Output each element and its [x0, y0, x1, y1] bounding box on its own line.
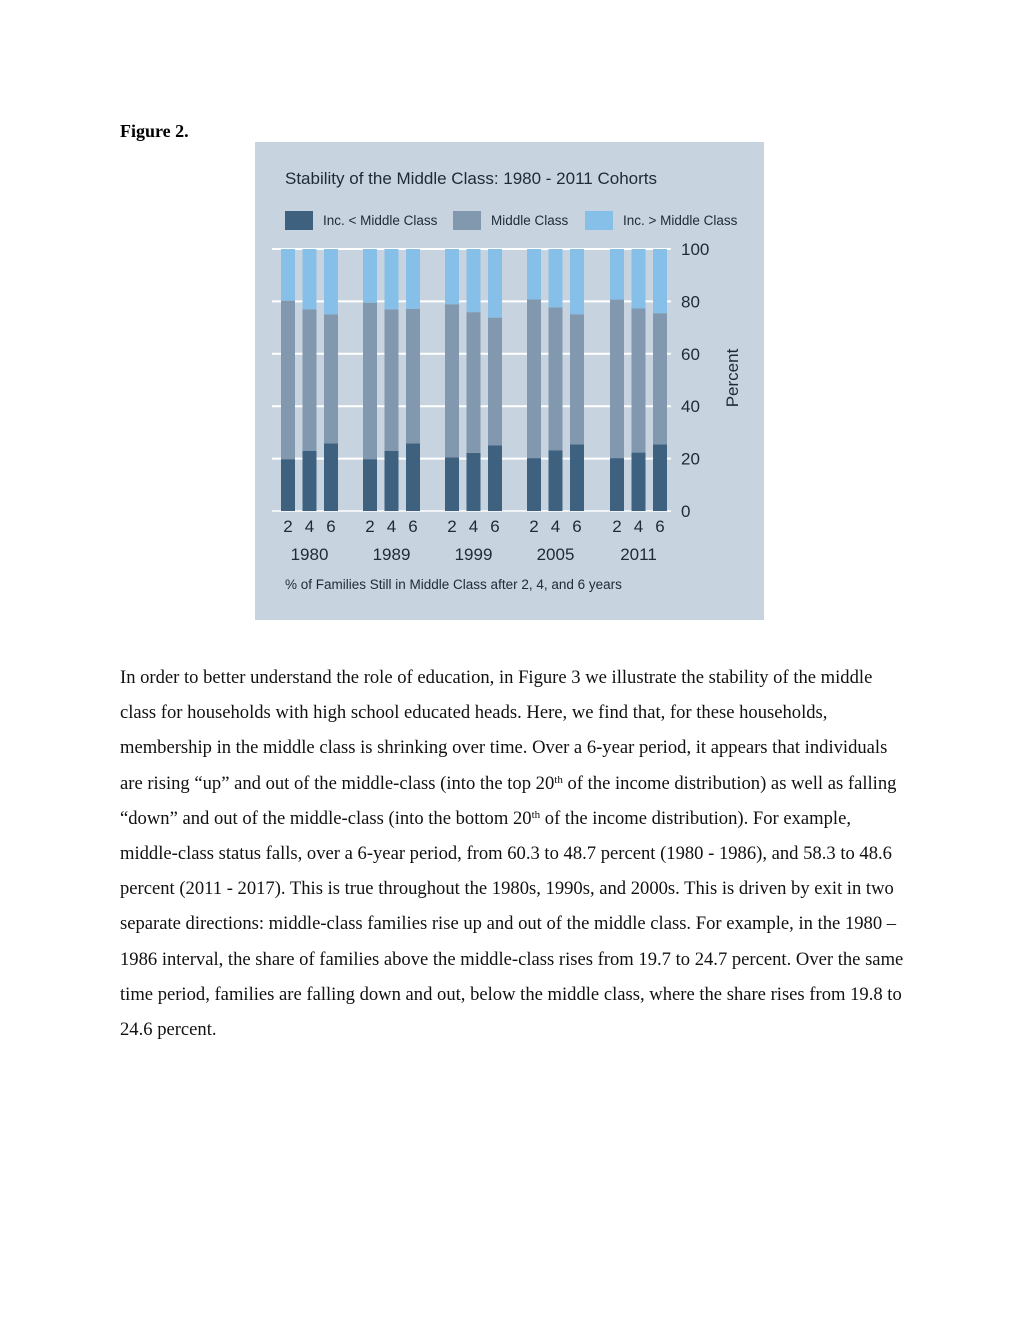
- bar-segment: [363, 249, 377, 303]
- y-tick-label: 0: [681, 502, 691, 521]
- bar-segment: [527, 299, 541, 458]
- bar-segment: [527, 458, 541, 511]
- y-tick-label: 60: [681, 344, 700, 364]
- legend-label: Middle Class: [491, 213, 569, 228]
- bar-segment: [363, 303, 377, 459]
- x-subtick-label: 2: [447, 517, 457, 536]
- legend-label: Inc. < Middle Class: [323, 213, 438, 228]
- bar-segment: [549, 307, 563, 450]
- x-subtick-label: 6: [655, 517, 665, 536]
- bar-segment: [467, 249, 481, 312]
- x-subtick-label: 6: [490, 517, 500, 536]
- bar-segment: [385, 451, 399, 511]
- x-subtick-label: 6: [326, 517, 336, 536]
- superscript: th: [531, 808, 541, 821]
- x-axis-label: % of Families Still in Middle Class after 2, 4, and 6 years: [285, 577, 622, 592]
- bar-segment: [610, 458, 624, 511]
- bar-segment: [632, 249, 646, 308]
- bar-segment: [303, 309, 317, 450]
- bar-segment: [653, 313, 667, 444]
- bar-segment: [653, 444, 667, 511]
- x-group-label: 1980: [290, 545, 329, 564]
- body-paragraph: [120, 660, 910, 1047]
- y-tick-label: 40: [681, 397, 700, 417]
- legend-swatch: [585, 211, 613, 230]
- bar-segment: [549, 450, 563, 511]
- bar-segment: [549, 249, 563, 307]
- bar-segment: [406, 443, 420, 511]
- bar-segment: [445, 304, 459, 457]
- bar-segment: [303, 249, 317, 309]
- x-subtick-label: 2: [283, 517, 293, 536]
- bar-segment: [281, 459, 295, 511]
- bar-segment: [488, 446, 502, 512]
- bar-segment: [488, 318, 502, 446]
- legend-label: Inc. > Middle Class: [623, 213, 738, 228]
- x-subtick-label: 2: [365, 517, 375, 536]
- bar-segment: [324, 249, 338, 314]
- bar-segment: [303, 451, 317, 511]
- bar-segment: [488, 249, 502, 318]
- x-subtick-label: 4: [468, 517, 479, 536]
- x-subtick-label: 4: [550, 517, 561, 536]
- bar-segment: [610, 249, 624, 300]
- x-subtick-label: 2: [529, 517, 539, 536]
- superscript: th: [554, 773, 563, 786]
- y-tick-label: 20: [681, 449, 700, 469]
- paragraph-text: of the income distribution). For example, middle-class status falls, over a 6-year period, from 60.3 to 48.7 percent (1980 - 1986), and 58.3 to 48.6 percent (2011 - 2017). This is true throughout the 1980s, 1990s, and 2000s. This is driven by exit in two separate directions: middle-class families rise up and out of the middle class. For example, in the 1980 – 1986 interval, the share of families above the middle-class rises from 19.7 to 24.7 percent. Over the same time period, families are falling down and out, below the middle class, where the share rises from 19.8 to 24.6 percent.: [120, 807, 904, 1041]
- chart-title: Stability of the Middle Class: 1980 - 2011 Cohorts: [285, 169, 657, 188]
- bar-segment: [406, 249, 420, 309]
- paragraph-text: of the income distribution) as well as falling “down” and out of the middle-class (into the bottom 20: [120, 772, 897, 829]
- bar-segment: [570, 314, 584, 444]
- chart-bars: [281, 249, 667, 511]
- paragraph-text: In order to better understand the role of education, in Figure 3 we illustrate the stability of the middle class for households with high school educated heads. Here, we find that, for these households, membership in the middle class is shrinking over time. Over a 6-year period, it appears that individuals are rising “up” and out of the middle-class (into the top 20: [120, 667, 888, 794]
- bar-segment: [281, 301, 295, 460]
- bar-segment: [632, 453, 646, 511]
- bar-segment: [324, 443, 338, 511]
- bar-segment: [363, 459, 377, 511]
- y-tick-label: 100: [681, 240, 710, 259]
- bar-segment: [385, 249, 399, 309]
- x-subtick-label: 2: [612, 517, 622, 536]
- x-axis: [283, 517, 664, 564]
- bar-segment: [570, 444, 584, 511]
- x-group-label: 2011: [620, 545, 657, 564]
- x-subtick-label: 4: [386, 517, 397, 536]
- stacked-bar-chart: [255, 142, 764, 620]
- chart-panel: [255, 142, 764, 620]
- bar-segment: [324, 314, 338, 443]
- bar-segment: [632, 308, 646, 452]
- chart-legend: [285, 211, 738, 230]
- x-group-label: 1999: [454, 545, 493, 564]
- y-tick-label: 80: [681, 292, 700, 312]
- x-group-label: 2005: [536, 545, 575, 564]
- bar-segment: [467, 453, 481, 511]
- bar-segment: [610, 300, 624, 459]
- x-subtick-label: 6: [572, 517, 582, 536]
- bar-segment: [385, 309, 399, 450]
- bar-segment: [527, 249, 541, 299]
- bar-segment: [445, 249, 459, 304]
- x-group-label: 1989: [372, 545, 411, 564]
- bar-segment: [281, 249, 295, 301]
- y-axis-label: Percent: [723, 348, 742, 408]
- x-subtick-label: 6: [408, 517, 418, 536]
- x-subtick-label: 4: [304, 517, 315, 536]
- bar-segment: [570, 249, 584, 314]
- bar-segment: [406, 309, 420, 444]
- bar-segment: [467, 312, 481, 453]
- legend-swatch: [285, 211, 313, 230]
- bar-segment: [445, 457, 459, 511]
- y-axis: [681, 240, 709, 521]
- figure-label: Figure 2.: [120, 121, 189, 141]
- legend-swatch: [453, 211, 481, 230]
- bar-segment: [653, 249, 667, 313]
- x-subtick-label: 4: [633, 517, 644, 536]
